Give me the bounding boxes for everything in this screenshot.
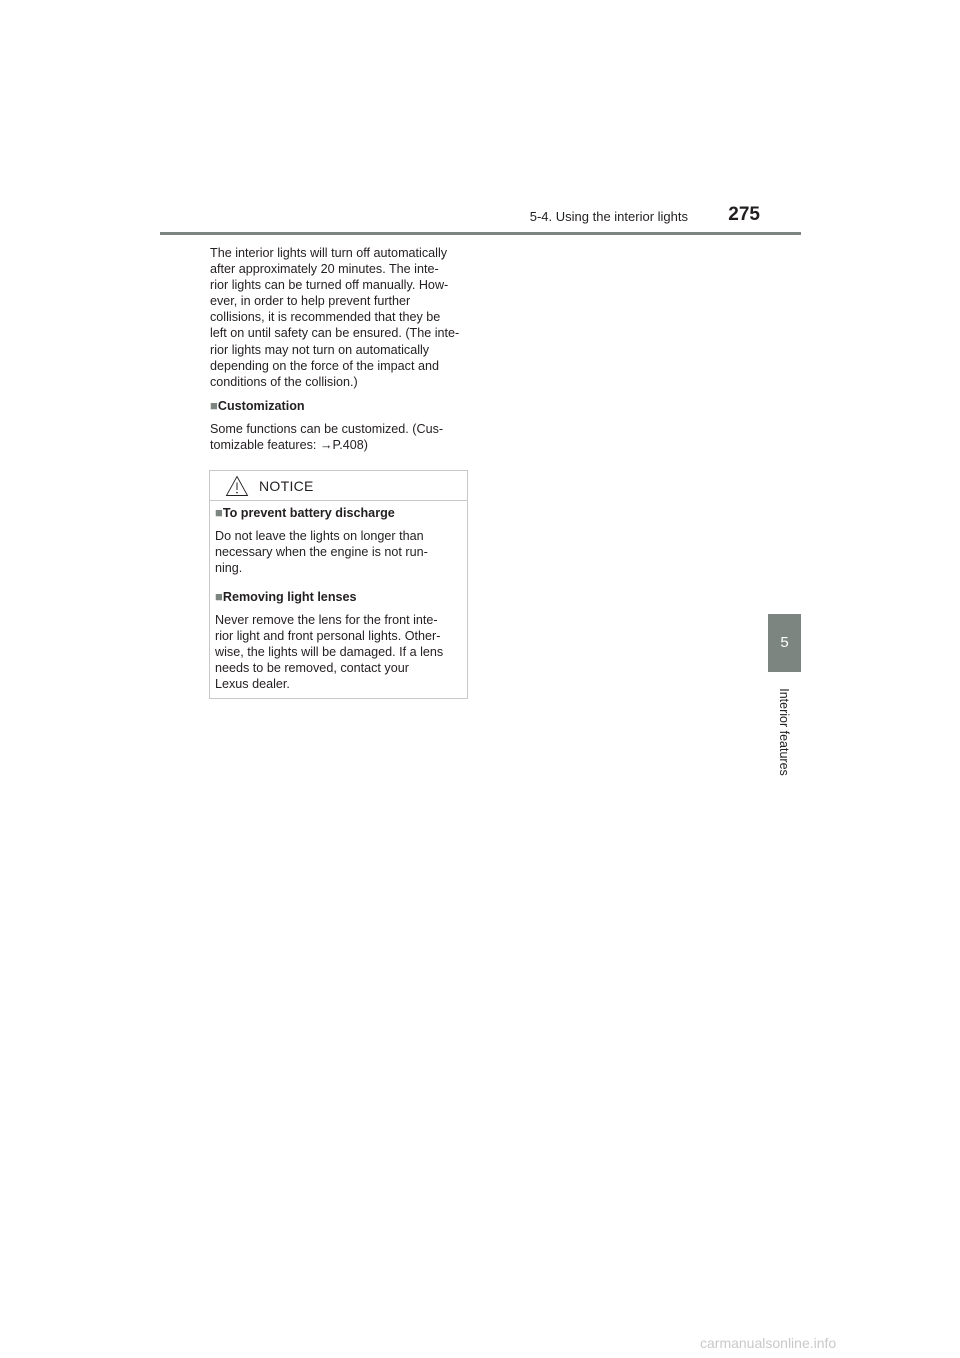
chapter-tab[interactable]: [768, 614, 801, 672]
page-number: 275: [728, 204, 760, 225]
section-title: 5-4. Using the interior lights: [529, 209, 688, 224]
heading-label: Removing light lenses: [222, 590, 357, 604]
text-line: ning.: [215, 561, 243, 575]
text-line: necessary when the engine is not run-: [215, 545, 428, 559]
square-bullet-icon: ■: [215, 505, 223, 520]
text-line: wise, the lights will be damaged. If a lens: [215, 645, 444, 659]
text-line: Do not leave the lights on longer than: [215, 529, 424, 543]
text-line: left on until safety can be ensured. (The inte-: [210, 326, 460, 341]
text-line: Never remove the lens for the front inte-: [215, 613, 438, 627]
footer-watermark: carmanualsonline.info: [700, 1335, 837, 1351]
notice-section-text: [215, 612, 465, 692]
text-line[interactable]: tomizable features: →P.408): [210, 438, 368, 453]
text-line: Some functions can be customized. (Cus-: [210, 422, 444, 436]
notice-box: [209, 470, 468, 699]
text-line: conditions of the collision.): [210, 374, 358, 389]
customization-paragraph: [210, 421, 472, 453]
text-line: rior lights may not turn on automatically: [210, 342, 430, 357]
text-line: after approximately 20 minutes. The inte-: [210, 262, 439, 277]
notice-section-heading: [215, 589, 357, 604]
text-line: rior lights can be turned off manually. How-: [210, 278, 449, 293]
text-line: Lexus dealer.: [215, 677, 290, 691]
text-line: needs to be removed, contact your: [215, 661, 409, 675]
notice-section-text: [215, 528, 465, 576]
text-line: depending on the force of the impact and: [210, 358, 439, 373]
warning-triangle-icon: [225, 475, 249, 502]
notice-section-heading: [215, 505, 395, 520]
text-line: The interior lights will turn off automatically: [210, 246, 448, 260]
customization-heading: [210, 398, 305, 413]
intro-paragraph: [210, 245, 472, 390]
square-bullet-icon: ■: [215, 589, 223, 604]
notice-label: NOTICE: [259, 478, 314, 494]
heading-label: To prevent battery discharge: [222, 506, 395, 520]
text-line: rior light and front personal lights. Other-: [215, 629, 441, 643]
header-divider: [160, 232, 801, 235]
notice-header: [210, 471, 467, 501]
chapter-title: Interior features: [777, 688, 791, 776]
text-line: ever, in order to help prevent further: [210, 294, 411, 309]
heading-label: Customization: [217, 399, 305, 413]
text-line: collisions, it is recommended that they be: [210, 310, 441, 325]
square-bullet-icon: ■: [210, 398, 218, 413]
chapter-number: 5: [780, 634, 789, 651]
